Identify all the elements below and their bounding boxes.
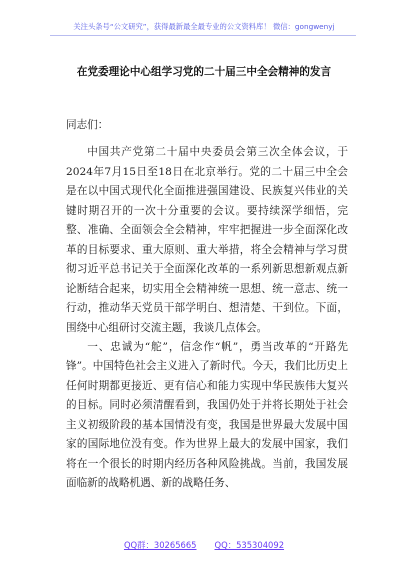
footer <box>0 539 408 551</box>
paragraph-intro: 中国共产党第二十届中央委员会第三次全体会议，于2024年7月15日至18日在北京举行。党的二十届三中全会是在以中国式现代化全面推进强国建设、民族复兴伟业的关键时期召开的一次十分重要的会议。要持续深学细悟，完整、准确、全面领会全会精神，牢牢把握进一步全面深化改革的目标要求、重大原则、重大举措，将全会精神与学习贯彻习近平总书记关于全面深化改革的一系列新思想新观点新论断结合起来，切实用全会精神统一思想、统一意志、统一行动，推动华天党员干部学明白、想清楚、干到位。下面，围绕中心组研讨交流主题，我谈几点体会。 <box>66 146 348 334</box>
paragraph-section-one: 一、忠诚为“舵”，信念作“帆”，勇当改革的“开路先锋”。中国特色社会主义进入了新时代。今天，我们比历史上任何时期都更接近、更有信心和能力实现中华民族伟大复兴的目标。同时必须清醒看到，我国仍处于并将长期处于社会主义初级阶段的基本国情没有变，我国是世界最大发展中国家的国际地位没有变。作为世界上最大的发展中国家，我们将在一个很长的时期内经历各种风险挑战。当前，我国发展面临新的战略机遇、新的战略任务、 <box>66 340 348 490</box>
document-title: 在党委理论中心组学习党的二十届三中全会精神的发言 <box>76 66 332 78</box>
header-divider <box>50 35 356 36</box>
salutation: 同志们： <box>66 119 109 131</box>
footer-qq: QQ：535304092 <box>214 540 285 550</box>
document-body <box>66 116 348 494</box>
footer-qq-group: QQ群：30265665 <box>123 540 197 550</box>
header-banner: 关注头条号“公文研究”，获得最新最全最专业的公文资料库！ 微信：gongwenyj <box>73 22 335 31</box>
